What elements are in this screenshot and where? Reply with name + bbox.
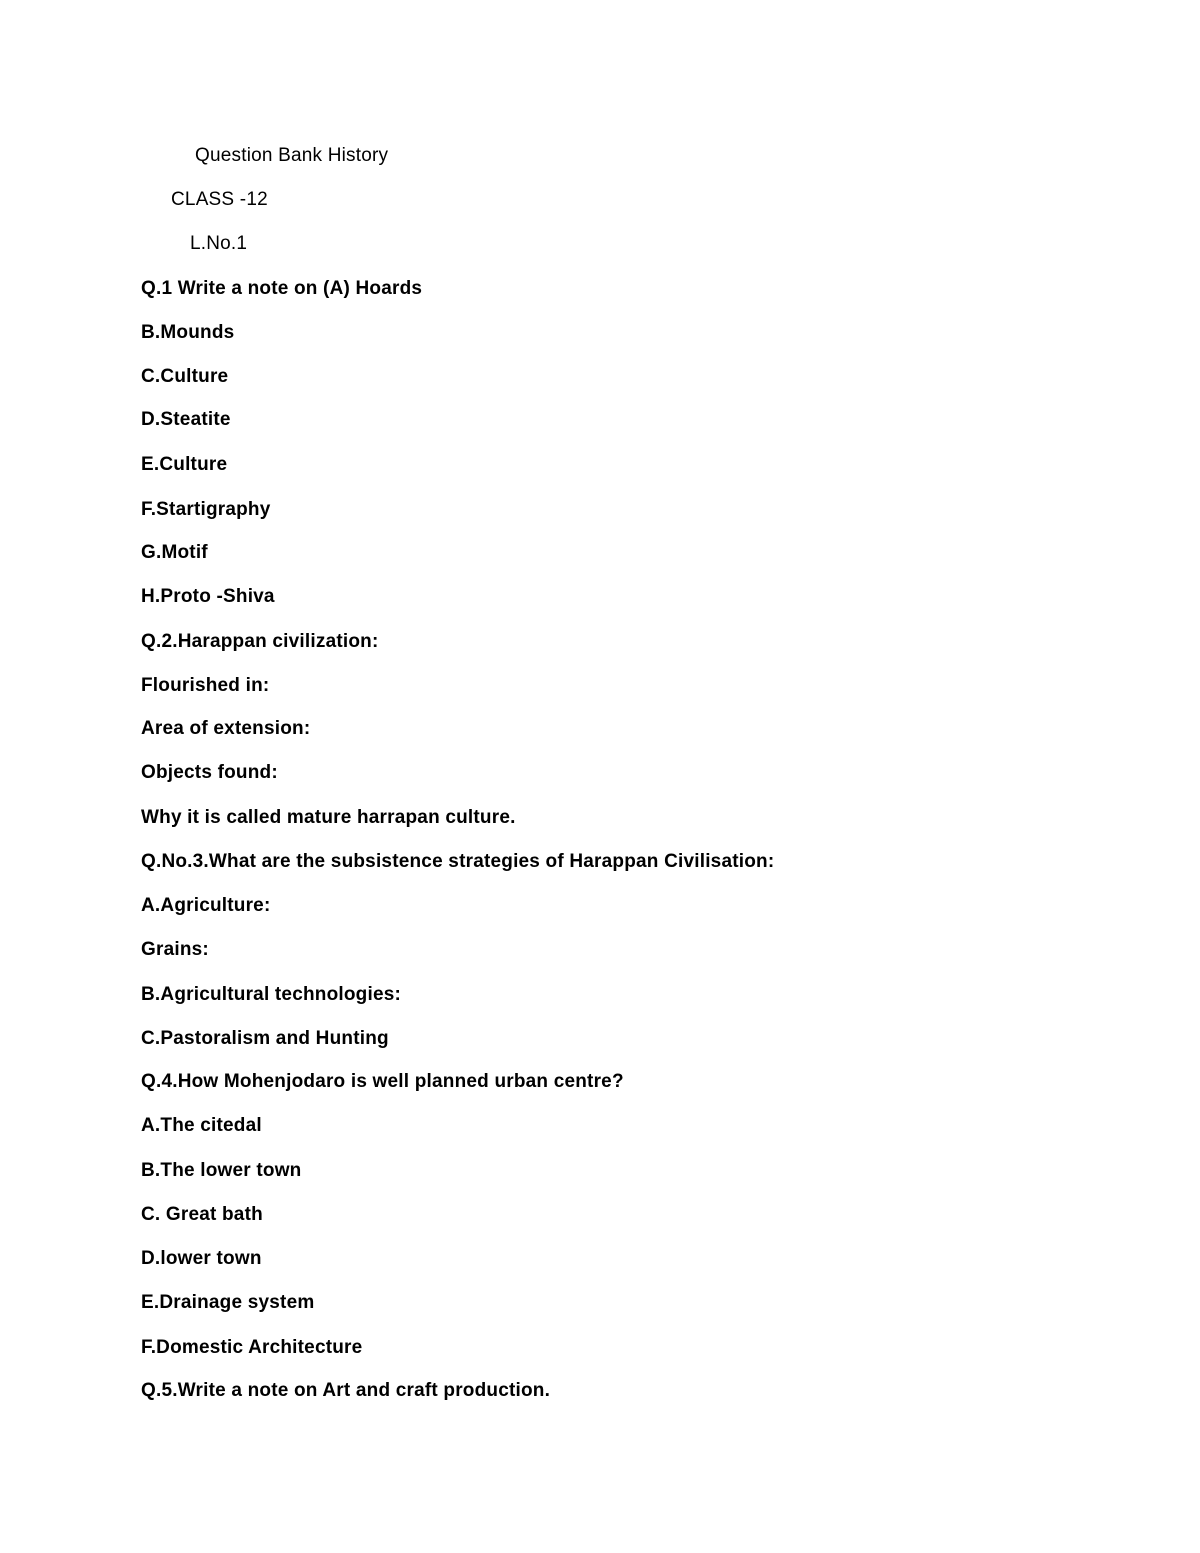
- list-item: E.Drainage system: [141, 1292, 315, 1313]
- class-label: CLASS -12: [171, 189, 268, 210]
- list-item: Area of extension:: [141, 718, 311, 739]
- list-item: F.Startigraphy: [141, 499, 271, 520]
- question-4: Q.4.How Mohenjodaro is well planned urban centre?: [141, 1071, 624, 1092]
- list-item: B.Agricultural technologies:: [141, 984, 402, 1005]
- list-item: A.Agriculture:: [141, 895, 271, 916]
- list-item: Why it is called mature harrapan culture.: [141, 807, 516, 828]
- list-item: D.lower town: [141, 1248, 262, 1269]
- list-item: C. Great bath: [141, 1204, 263, 1225]
- question-5: Q.5.Write a note on Art and craft production.: [141, 1380, 551, 1401]
- list-item: F.Domestic Architecture: [141, 1337, 363, 1358]
- lesson-number: L.No.1: [190, 233, 248, 254]
- list-item: Objects found:: [141, 762, 278, 783]
- list-item: C.Pastoralism and Hunting: [141, 1028, 389, 1049]
- list-item: G.Motif: [141, 542, 208, 563]
- list-item: D.Steatite: [141, 409, 231, 430]
- list-item: C.Culture: [141, 366, 229, 387]
- question-2: Q.2.Harappan civilization:: [141, 631, 379, 652]
- document-title: Question Bank History: [195, 145, 389, 166]
- list-item: A.The citedal: [141, 1115, 262, 1136]
- list-item: B.Mounds: [141, 322, 235, 343]
- list-item: H.Proto -Shiva: [141, 586, 275, 607]
- list-item: E.Culture: [141, 454, 228, 475]
- list-item: Grains:: [141, 939, 209, 960]
- list-item: B.The lower town: [141, 1160, 302, 1181]
- list-item: Flourished in:: [141, 675, 270, 696]
- question-1: Q.1 Write a note on (A) Hoards: [141, 278, 423, 299]
- question-3: Q.No.3.What are the subsistence strategies of Harappan Civilisation:: [141, 851, 775, 872]
